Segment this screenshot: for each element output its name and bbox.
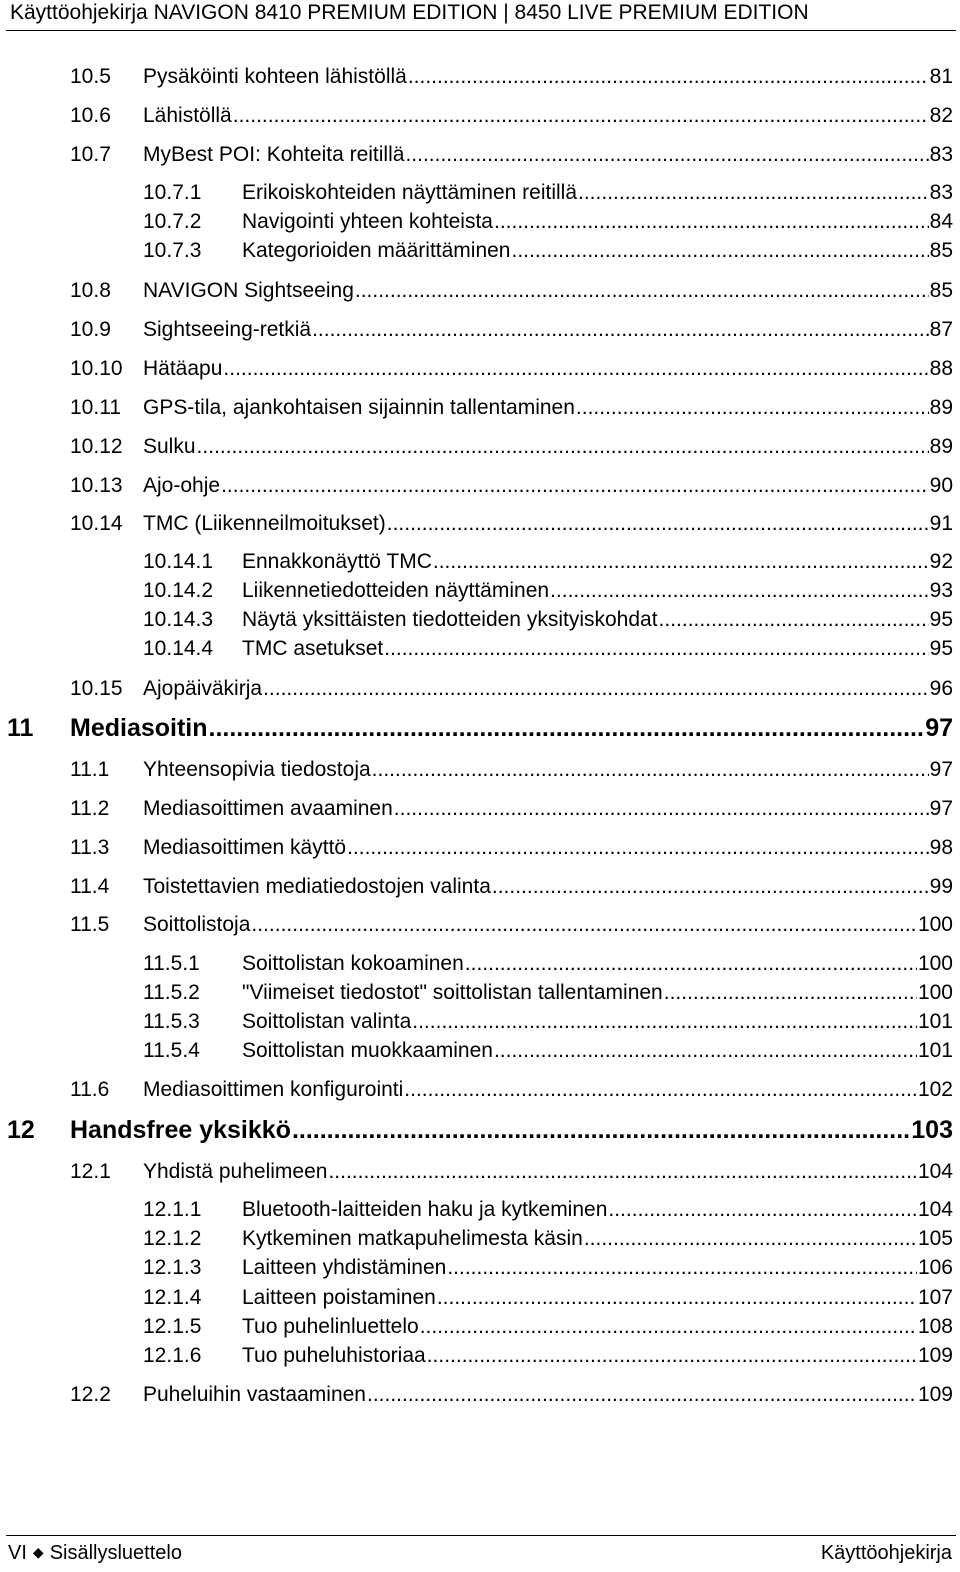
toc-entry-page: 100 (917, 952, 953, 975)
toc-leader-dots (608, 1199, 917, 1220)
toc-entry[interactable] (143, 609, 953, 630)
toc-entry-number: 12.1.3 (143, 1256, 202, 1279)
toc-leader-dots (394, 798, 929, 819)
toc-entry-page: 83 (929, 181, 953, 204)
toc-entry-title: Soittolistan muokkaaminen (242, 1039, 493, 1062)
toc-entry-page: 85 (929, 239, 953, 262)
toc-entry-title: Kategorioiden määrittäminen (242, 239, 511, 262)
toc-entry[interactable] (70, 876, 953, 897)
toc-entry-page: 92 (929, 550, 953, 573)
toc-entry-page: 97 (929, 797, 953, 820)
toc-entry-number: 11.5.2 (143, 981, 200, 1004)
toc-leader-dots (433, 551, 929, 572)
toc-entry-number: 11.5.3 (143, 1010, 200, 1033)
toc-entry-title: Ajo-ohje (143, 474, 221, 497)
toc-leader-dots (223, 358, 928, 379)
toc-entry[interactable] (70, 144, 953, 165)
toc-entry-page: 106 (917, 1256, 953, 1279)
toc-entry[interactable] (143, 1199, 953, 1220)
toc-entry-number: 12.2 (70, 1383, 111, 1406)
toc-entry-title: Tuo puhelinluettelo (242, 1315, 419, 1338)
toc-entry[interactable] (70, 914, 953, 935)
toc-entry-title: Yhdistä puhelimeen (143, 1160, 328, 1183)
toc-entry[interactable] (143, 551, 953, 572)
toc-entry-title: Ennakkonäyttö TMC (242, 550, 432, 573)
toc-leader-dots (664, 982, 917, 1003)
toc-entry-page: 96 (929, 677, 953, 700)
toc-entry[interactable] (70, 1079, 953, 1100)
toc-entry-number: 10.14.1 (143, 550, 214, 573)
toc-entry-page: 89 (929, 435, 953, 458)
toc-entry-page: 91 (929, 512, 953, 535)
toc-entry[interactable] (143, 1316, 953, 1337)
toc-entry[interactable] (143, 1287, 953, 1308)
toc-entry-title: Pysäköinti kohteen lähistöllä (143, 65, 407, 88)
toc-entry[interactable] (70, 513, 953, 534)
toc-entry-number: 11.1 (70, 758, 110, 781)
toc-leader-dots (494, 1040, 917, 1061)
toc-entry-page: 104 (917, 1160, 953, 1183)
toc-entry-title: Sightseeing-retkiä (143, 318, 312, 341)
toc-entry-number: 11.4 (70, 875, 110, 898)
toc-entry-page: 109 (917, 1383, 953, 1406)
toc-entry[interactable] (143, 182, 953, 203)
toc-leader-dots (492, 876, 929, 897)
toc-entry-title: Mediasoittimen konfigurointi (143, 1078, 404, 1101)
toc-entry[interactable] (70, 1161, 953, 1182)
toc-leader-dots (328, 1161, 916, 1182)
toc-leader-dots (420, 1316, 917, 1337)
toc-entry-number: 12.1.1 (143, 1198, 202, 1221)
toc-entry-page: 108 (917, 1315, 953, 1338)
toc-entry-number: 10.14.4 (143, 637, 214, 660)
toc-entry-title: Soittolistoja (143, 913, 251, 936)
toc-entry-page: 109 (917, 1344, 953, 1367)
toc-chapter[interactable] (7, 716, 953, 741)
toc-leader-dots (404, 1079, 917, 1100)
toc-leader-dots (221, 475, 929, 496)
toc-chapter[interactable] (7, 1118, 953, 1143)
toc-entry-number: 12.1.2 (143, 1227, 202, 1250)
toc-entry-page: 93 (929, 579, 953, 602)
toc-entry[interactable] (70, 397, 953, 418)
toc-entry[interactable] (143, 240, 953, 261)
toc-entry-title: Hätäapu (143, 357, 223, 380)
toc-leader-dots (494, 211, 929, 232)
toc-entry-number: 10.7.2 (143, 210, 202, 233)
toc-leader-dots (312, 319, 929, 340)
toc-entry-title: Mediasoittimen avaaminen (143, 797, 393, 820)
toc-entry[interactable] (70, 475, 953, 496)
toc-entry-title: Bluetooth-laitteiden haku ja kytkeminen (242, 1198, 608, 1221)
toc-entry-page: 85 (929, 279, 953, 302)
toc-entry[interactable] (70, 678, 953, 699)
toc-entry[interactable] (70, 105, 953, 126)
toc-entry-page: 83 (929, 143, 953, 166)
toc-entry[interactable] (143, 982, 953, 1003)
toc-entry-page: 101 (917, 1010, 953, 1033)
toc-entry-title: Laitteen poistaminen (242, 1286, 436, 1309)
toc-entry[interactable] (143, 1345, 953, 1366)
toc-entry[interactable] (143, 1228, 953, 1249)
toc-entry-page: 95 (929, 608, 953, 631)
toc-leader-dots (584, 1228, 917, 1249)
toc-chapter-page: 97 (925, 714, 953, 742)
toc-entry-title: Liikennetiedotteiden näyttäminen (242, 579, 550, 602)
toc-entry[interactable] (70, 759, 953, 780)
toc-entry-page: 98 (929, 836, 953, 859)
toc-entry-title: Navigointi yhteen kohteista (242, 210, 493, 233)
toc-leader-dots (412, 1011, 917, 1032)
toc-entry[interactable] (143, 638, 953, 659)
toc-leader-dots (347, 837, 929, 858)
toc-entry-title: TMC asetukset (242, 637, 384, 660)
toc-entry[interactable] (70, 280, 953, 301)
toc-entry-title: Erikoiskohteiden näyttäminen reitillä (242, 181, 578, 204)
toc-leader-dots (576, 397, 929, 418)
toc-chapter-page: 103 (911, 1116, 953, 1144)
toc-entry[interactable] (70, 436, 953, 457)
toc-entry-number: 11.6 (70, 1078, 110, 1101)
toc-entry[interactable] (143, 1040, 953, 1061)
diamond-icon: ◆ (32, 1544, 44, 1560)
toc-entry-page: 90 (929, 474, 953, 497)
toc-entry[interactable] (70, 66, 953, 87)
toc-entry-number: 10.8 (70, 279, 111, 302)
toc-entry-number: 10.13 (70, 474, 123, 497)
toc-leader-dots (387, 513, 929, 534)
toc-entry-title: TMC (Liikenneilmoitukset) (143, 512, 386, 535)
toc-chapter-number: 12 (7, 1116, 35, 1144)
toc-entry-page: 102 (917, 1078, 953, 1101)
toc-entry[interactable] (70, 319, 953, 340)
toc-entry-page: 95 (929, 637, 953, 660)
toc-entry-number: 10.10 (70, 357, 123, 380)
toc-entry-title: Sulku (143, 435, 196, 458)
toc-leader-dots (233, 105, 929, 126)
toc-entry-title: Näytä yksittäisten tiedotteiden yksityiskohdat (242, 608, 658, 631)
toc-entry-number: 11.5 (70, 913, 110, 936)
toc-entry-title: NAVIGON Sightseeing (143, 279, 354, 302)
toc-entry-number: 11.5.1 (143, 952, 200, 975)
toc-entry-page: 107 (917, 1286, 953, 1309)
toc-entry-title: Puheluihin vastaaminen (143, 1383, 366, 1406)
toc-leader-dots (465, 953, 917, 974)
toc-entry-page: 101 (917, 1039, 953, 1062)
toc-entry-title: Tuo puheluhistoriaa (242, 1344, 426, 1367)
toc-entry-page: 87 (929, 318, 953, 341)
toc-entry-page: 104 (917, 1198, 953, 1221)
toc-entry-number: 10.7.1 (143, 181, 202, 204)
toc-entry-number: 11.5.4 (143, 1039, 200, 1062)
toc-leader-dots (263, 678, 929, 699)
toc-entry-number: 12.1.6 (143, 1344, 202, 1367)
toc-leader-dots (209, 716, 925, 741)
toc-entry-number: 10.9 (70, 318, 111, 341)
toc-leader-dots (447, 1257, 917, 1278)
toc-leader-dots (437, 1287, 917, 1308)
toc-entry-number: 12.1.5 (143, 1315, 202, 1338)
toc-leader-dots (372, 759, 929, 780)
toc-leader-dots (367, 1384, 917, 1405)
toc-entry-title: Toistettavien mediatiedostojen valinta (143, 875, 491, 898)
toc-entry-number: 10.14.3 (143, 608, 214, 631)
toc-entry-page: 89 (929, 396, 953, 419)
toc-entry-page: 105 (917, 1227, 953, 1250)
toc-entry-title: Lähistöllä (143, 104, 232, 127)
toc-entry[interactable] (143, 1011, 953, 1032)
toc-entry-number: 10.7.3 (143, 239, 202, 262)
toc-entry-page: 81 (929, 65, 953, 88)
page-footer (6, 1535, 956, 1572)
toc-entry-page: 97 (929, 758, 953, 781)
toc-entry[interactable] (143, 580, 953, 601)
toc-entry-title: MyBest POI: Kohteita reitillä (143, 143, 405, 166)
footer-left (8, 1542, 182, 1565)
toc-chapter-number: 11 (7, 714, 34, 742)
toc-chapter-title: Mediasoitin (70, 714, 208, 742)
toc-leader-dots (578, 182, 929, 203)
toc-entry-title: Kytkeminen matkapuhelimesta käsin (242, 1227, 583, 1250)
footer-right: Käyttöohjekirja (820, 1542, 952, 1564)
toc-leader-dots (197, 436, 929, 457)
toc-leader-dots (405, 144, 928, 165)
toc-entry-number: 12.1.4 (143, 1286, 202, 1309)
toc-entry-number: 10.15 (70, 677, 123, 700)
toc-leader-dots (355, 280, 929, 301)
toc-entry[interactable] (70, 358, 953, 379)
toc-entry-title: Mediasoittimen käyttö (143, 836, 347, 859)
toc-entry-number: 11.3 (70, 836, 110, 859)
footer-page-number: VI (8, 1542, 27, 1564)
toc-entry-page: 84 (929, 210, 953, 233)
toc-entry-number: 10.6 (70, 104, 111, 127)
toc-entry[interactable] (143, 211, 953, 232)
toc-entry-page: 82 (929, 104, 953, 127)
toc-entry-number: 10.11 (70, 396, 121, 419)
header-title: Käyttöohjekirja NAVIGON 8410 PREMIUM EDITION | 8450 LIVE PREMIUM EDITION (10, 1, 809, 24)
toc-entry-page: 99 (929, 875, 953, 898)
toc-leader-dots (384, 638, 928, 659)
toc-entry[interactable] (70, 1384, 953, 1405)
toc-entry-number: 10.12 (70, 435, 123, 458)
toc-entry-number: 12.1 (70, 1160, 111, 1183)
toc-entry-title: Soittolistan valinta (242, 1010, 412, 1033)
toc-leader-dots (427, 1345, 917, 1366)
toc-leader-dots (408, 66, 929, 87)
toc-entry[interactable] (143, 953, 953, 974)
toc-entry-number: 10.7 (70, 143, 111, 166)
toc-entry-title: Laitteen yhdistäminen (242, 1256, 447, 1279)
toc-entry-number: 11.2 (70, 797, 110, 820)
toc-entry-page: 100 (917, 981, 953, 1004)
toc-entry-page: 88 (929, 357, 953, 380)
toc-leader-dots (251, 914, 917, 935)
toc-entry[interactable] (70, 837, 953, 858)
toc-entry-number: 10.14 (70, 512, 123, 535)
toc-entry-page: 100 (917, 913, 953, 936)
toc-entry-title: GPS-tila, ajankohtaisen sijainnin tallentaminen (143, 396, 575, 419)
toc-entry[interactable] (70, 798, 953, 819)
toc-entry-title: "Viimeiset tiedostot" soittolistan tallentaminen (242, 981, 663, 1004)
toc-entry-number: 10.14.2 (143, 579, 214, 602)
toc-leader-dots (292, 1118, 910, 1143)
footer-section: Sisällysluettelo (49, 1542, 182, 1564)
toc-entry-title: Soittolistan kokoaminen (242, 952, 464, 975)
toc-leader-dots (659, 609, 929, 630)
toc-entry[interactable] (143, 1257, 953, 1278)
toc-entry-title: Yhteensopivia tiedostoja (143, 758, 371, 781)
toc-entry-number: 10.5 (70, 65, 111, 88)
toc-leader-dots (512, 240, 929, 261)
toc-chapter-title: Handsfree yksikkö (70, 1116, 291, 1144)
toc-leader-dots (550, 580, 929, 601)
toc-entry-title: Ajopäiväkirja (143, 677, 263, 700)
